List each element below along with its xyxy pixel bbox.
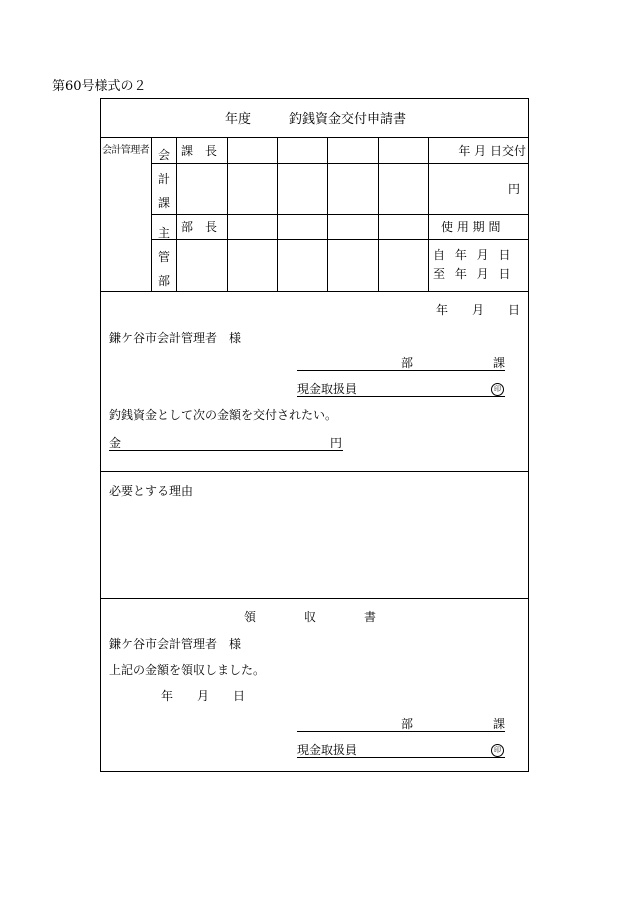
form-number: 第60号様式の２ — [52, 79, 147, 94]
section-chief-label: 課 長 — [181, 144, 218, 158]
period-label: 使 用 期 間 — [441, 220, 501, 234]
receipt-addressee: 鎌ケ谷市会計管理者 様 — [109, 637, 242, 651]
cashier-line — [297, 396, 505, 397]
application-addressee: 鎌ケ谷市会計管理者 様 — [109, 331, 242, 345]
header-divider — [101, 137, 528, 138]
receipt-department-line — [297, 731, 505, 732]
grid-line — [378, 137, 379, 291]
receipt-cashier-line — [297, 757, 505, 758]
period-to: 至 年 月 日 — [433, 267, 511, 281]
grid-line — [227, 137, 228, 291]
request-text: 釣銭資金として次の金額を交付されたい。 — [109, 408, 338, 422]
form-title: 釣銭資金交付申請書 — [289, 112, 407, 127]
receipt-seal-mark: 印 — [491, 744, 504, 757]
accountant-label: 会計管理者 — [102, 145, 149, 156]
grid-line — [151, 214, 528, 215]
seal-mark: 印 — [491, 383, 504, 396]
period-from: 自 年 月 日 — [433, 248, 511, 262]
issue-amount-unit: 円 — [507, 182, 520, 196]
application-divider — [101, 471, 528, 472]
grid-line — [151, 239, 528, 240]
application-date: 年 月 日 — [435, 303, 520, 317]
application-section: 課 — [493, 356, 506, 370]
grid-line — [151, 163, 528, 164]
accounting-section-label: 会 計 課 — [157, 148, 170, 210]
responsible-dept-label: 主 管 部 — [157, 226, 170, 288]
grid-line — [176, 137, 177, 291]
issue-date-label: 年 月 日交付 — [458, 144, 526, 158]
reason-label: 必要とする理由 — [109, 484, 194, 498]
amount-label: 金 — [109, 436, 122, 450]
receipt-statement: 上記の金額を領収しました。 — [109, 663, 266, 677]
department-line — [297, 370, 505, 371]
fiscal-year-label: 年度 — [225, 112, 252, 127]
amount-line — [109, 450, 343, 451]
grid-line — [428, 137, 429, 291]
form-frame — [100, 98, 529, 772]
receipt-date: 年 月 日 — [161, 689, 246, 703]
grid-line — [277, 137, 278, 291]
receipt-department: 部 — [401, 717, 414, 731]
grid-line — [327, 137, 328, 291]
receipt-title: 領 収 書 — [244, 610, 377, 624]
application-cashier-label: 現金取扱員 — [297, 382, 358, 396]
receipt-section: 課 — [493, 717, 506, 731]
amount-unit: 円 — [330, 436, 343, 450]
application-department: 部 — [401, 356, 414, 370]
reason-divider — [101, 598, 528, 599]
receipt-cashier-label: 現金取扱員 — [297, 743, 358, 757]
dept-head-label: 部 長 — [181, 220, 218, 234]
